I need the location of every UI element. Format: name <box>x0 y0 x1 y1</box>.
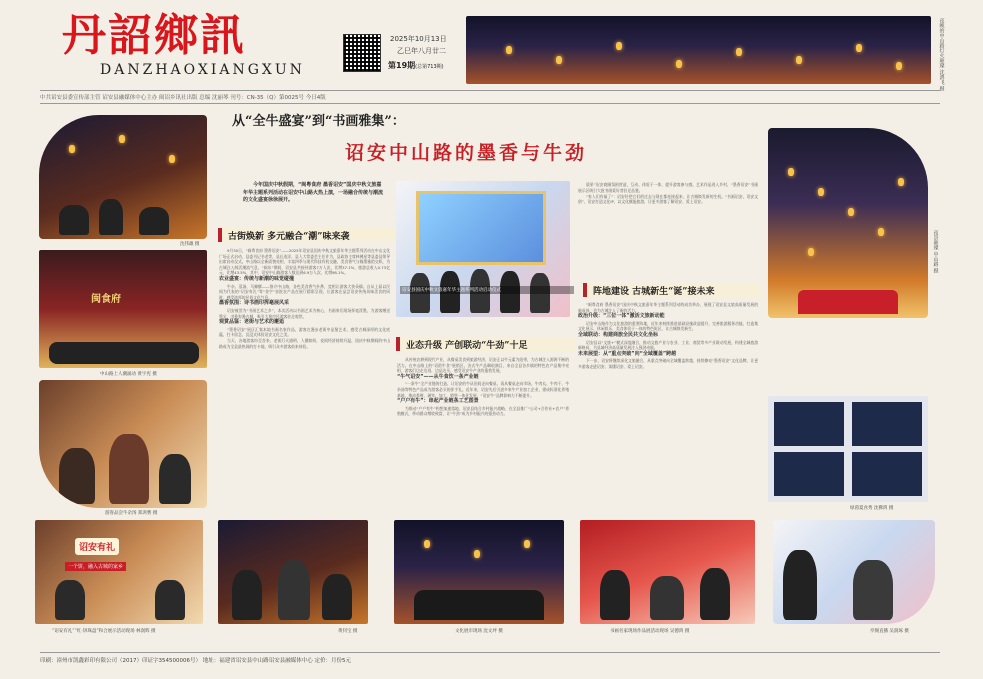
section-heading-1: 古街焕新 多元融合“潮”味来袭 <box>218 228 398 242</box>
caption-bottom-1: “诏安有礼”“红·饼珠盘”和合展示活动现场 林润辉 摄 <box>52 629 156 634</box>
subhead-a: 农业盛宴：传统与新潮的味觉碰撞 <box>219 275 295 282</box>
booth-sign: 诏安有礼 <box>75 538 119 555</box>
issue-number: 第19期(总第713期) <box>388 61 444 70</box>
col3-para-a: 晨景”诏安商圈氛围营造，互动、体验于一体，提升游客参与感。艺术作品进入乡村，“墨香诏安”书画展示区吸引大批书画爱好者驻足品鉴。 <box>578 182 758 193</box>
photo-left-1-street-crowd <box>39 115 207 239</box>
caption-bottom-2: 黄钊宝 摄 <box>338 629 358 634</box>
article-column-1 <box>219 248 390 350</box>
photo-bottom-3-culture-market <box>394 520 564 624</box>
subhead-b: 墨香氛围：诗书画印挥毫展风采 <box>219 300 290 307</box>
photo-left-3-food <box>39 380 207 508</box>
col1-para-e: 当天，各地游客纷至沓来，老街灯火通明，人潮如织，夜间经济持续升温，国庆中秋期间的中山路成为全县最热闹的打卡地，吸引众多游客前来体验。 <box>219 338 390 349</box>
col2-para-a: 从传统农耕到现代产业，从餐桌美食到旅游经济，诏安正以牛元素为纽带，为古城注入源源不断的活力。在中山路上的“诏韵牛食”展销区，各式牛产品琳琅满目，来自全县各乡镇的特色农产品集中亮相，游客们边走边逛、边品边买，感受诏安牛产业的蓬勃发展。 <box>397 357 569 374</box>
caption-photo-left-2: 中山路上人潮涌动 黄宇宪 摄 <box>100 372 157 377</box>
photo-bottom-1-booth <box>35 520 203 624</box>
stage-sign: 闽食府 <box>91 294 121 305</box>
subhead-g: 全域联动：构建商旅全民共文化坐标 <box>578 331 659 338</box>
caption-center-photo: 诏安县国庆中秋文旅嘉年华主题系列活动启动仪式 <box>400 286 574 294</box>
headline-title: 诏安中山路的墨香与牛劲 <box>345 142 588 164</box>
col1-para-c: 诏安被誉为“书画艺术之乡”，本次活动以书画艺术为核心，书画家们现场挥毫泼墨，为游客赠送墨宝，书香弥漫古城，吸引大批市民游客驻足观赏。 <box>219 307 390 319</box>
photo-right-2-shadow-art-grid <box>768 396 928 502</box>
caption-bottom-5: 亭阁直播 吴润琢 摄 <box>870 629 909 634</box>
subhead-f: 政治升级：“三位一体”激活文旅新动能 <box>578 313 665 320</box>
col3-para-d: 诏安中山路作为文化旅游的重要阵地，近年来持续推进基础设施改造提升，完善旅游服务功能，打造集文化展示、休闲娱乐、美食体验于一体的特色街区，让古城焕发新生。 <box>578 320 758 332</box>
caption-right-vertical-1: 夜景璀璨 中山路 摄 <box>932 230 939 274</box>
qr-code[interactable] <box>343 34 381 72</box>
photo-bottom-5-livestream <box>773 520 935 624</box>
section-heading-3: 阵地建设 古城新生“诞”接未来 <box>583 283 761 297</box>
headline-kicker: 从“全牛盛宴”到“书画雅集”： <box>232 114 405 129</box>
col3-para-e: 诏安县以“文旅+”模式深度融合，推动文旅产业与农业、工业、商贸等多产业联动发展，构建全域旅游新格局，为县域经济高质量发展注入强劲动能。 <box>578 339 758 351</box>
photo-left-2-stage <box>39 250 207 368</box>
photo-bottom-2-dragon <box>218 520 368 624</box>
masthead-pinyin: DANZHAOXIANGXUN <box>100 62 305 78</box>
subhead-e: “户户有牛”：串起产业链条工艺图景 <box>397 398 479 405</box>
masthead-logo: 丹詔鄉訊 <box>62 10 246 61</box>
article-column-2 <box>397 357 569 417</box>
col3-para-f: 下一步，诏安将继续深化文旅融合，从重点突破向全域覆盖跨越，持续擦亮“墨香诏安”文化品牌，让更多游客走进诏安、读懂诏安、爱上诏安。 <box>578 358 758 369</box>
caption-right-2: 绿茵夏食秀 沈佛鸿 摄 <box>850 506 894 511</box>
subhead-d: “牛气诏安”——从牛食饮一条产业链 <box>397 373 479 380</box>
col2-para-c: 为推动“户户有牛”构想加速落地，诏安县结合乡村振兴战略，在全县推广“公司+合作社+农户”养殖模式，带动群众增收致富，让“牛劲”成为乡村振兴的强劲动力。 <box>397 405 569 417</box>
footer-bar: 印刷：漳州市凯鑫彩印有限公司（2017）印证字354500006号） 地址：福建省诏安县中山路诏安县融媒体中心 定价：月份5元 <box>40 652 940 664</box>
photo-center-ceremony <box>396 181 570 317</box>
col3-para-c: “闽粤食府 墨香诏安”国庆中秋文旅嘉年华主题系列活动的成功举办，展现了诏安县文旅高质量发展的新成效，也为古城注入了新的活力。 <box>578 302 758 313</box>
section-heading-2: 业态升级 产创联动“牛劲”十足 <box>396 337 576 351</box>
caption-bottom-3: 文化展市现场 沈文坪 摄 <box>455 629 503 634</box>
caption-top-right-vertical: 夜晚的中山路灯火璀璨 沈鸿飞 摄 <box>938 18 945 92</box>
col2-para-b: “一条牛”全产业链的打造，让诏安的牛从田间走向餐桌，再从餐桌走向市场，牛肉丸、牛肉干、牛杂汤等特色产品成为游客必买的伴手礼。近年来，诏安先后引进多家牛产业加工企业，建成标准化养殖基地，推动养殖、屠宰、加工、销售一体化发展，“诏安牛”品牌影响力不断提升。 <box>397 381 569 398</box>
photo-top-right-night-street <box>466 16 931 84</box>
photo-bottom-4-calligraphy <box>580 520 755 624</box>
caption-photo-left-3: 游客品尝牛杂汤 郑鸿曹 摄 <box>105 511 158 516</box>
photo-right-1-night-market <box>768 128 928 318</box>
issue-date: 2025年10月13日 <box>390 35 447 43</box>
col3-para-b: “家人们有福了”：诏安好把它们的过去与现在都连接起来，让古城焕发新的生机。“书画诏安，诏安文创”，诏安打造文化IP，以文化赋能旅游，让更多游客了解诏安、爱上诏安。 <box>578 193 758 205</box>
caption-photo-left-1: 沈伟雄 摄 <box>180 242 200 247</box>
stall-banner: 一个饼，融入古城的家乡 <box>65 562 126 571</box>
col1-para-b: 牛杂、蒸汤、马蹄酥——推介中山路，各色美食香气扑鼻，竞相让游客大快朵颐。自从上届以民间为代表的“诏安有礼”等“金字”首批农产品在展厅精彩呈现，让游客在品尝诏安传统风味美食的同时，感受浓厚的民俗文化气息。 <box>219 283 390 300</box>
subhead-c: 观赏品鉴：老街与艺术的邂逅 <box>219 319 285 326</box>
caption-bottom-4: 书画名家现场作品展活动现场 吴德鸿 摄 <box>610 629 690 634</box>
col1-para-a: 9月30日，“闽粤食府 墨香诏安”——2025年诏安县国庆中秋文旅嘉年华主题系列活动在中山文化广场正式启动，县委书记书老等，县长连洋，县人大常委会主任许为，县政协主席林佛星等县委县领导出席启动仪式。中山路以全新面貌亮相，丰富四季与现代科技有机交融，美食香气与翰墨雅韵交织，为古城注入鲜活潮流气息，“闽东”期间，诏安县共接待游客7万人次，比增37.1%，旅游总收入0.73亿元，比增43.5%，其中，诏安中山路游客人数达到6.9万人次，比增98.1%。 <box>219 248 390 276</box>
article-column-3-lower <box>578 302 758 370</box>
col1-para-d: “墨香诏安”展区汇集本地书画名家作品，游客在漫步老街中品鉴艺术，感受古城深厚的文化底蕴，打卡留念，沉浸式体验诏安文化之美。 <box>219 326 390 338</box>
article-column-3 <box>578 182 758 205</box>
lead-paragraph: 今年国庆中秋假期，“闽粤食府 墨香诏安”国庆中秋文旅嘉年华主题系列活动在诏安中山路火热上演，一场融合传统与潮流的文化盛宴徐徐展开。 <box>243 182 384 204</box>
subhead-h: 未来展望：从“重点突破”向“全域覆盖”跨越 <box>578 350 677 357</box>
info-bar: 中共诏安县委宣传部主管 诏安县融媒体中心主办 闽诏乡讯社出版 总编 沈丽琴 刊号：CN-35（Q）第0025号 今日4版 <box>40 90 940 104</box>
issue-lunar: 乙巳年八月廿二 <box>397 47 446 55</box>
